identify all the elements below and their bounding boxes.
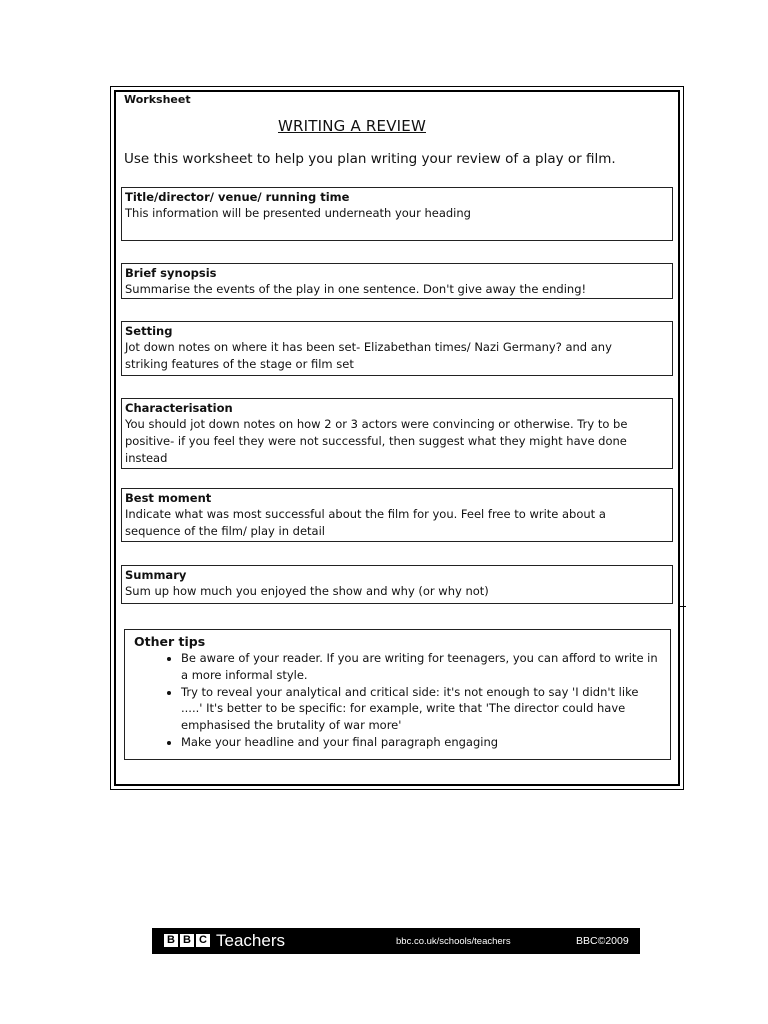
tips-heading: Other tips (134, 634, 206, 649)
section-text-line-2: positive- if you feel they were not successful, then suggest what they might have done (125, 434, 627, 448)
footer-brand: Teachers (216, 931, 285, 950)
section-text: Sum up how much you enjoyed the show and why (or why not) (125, 584, 489, 598)
section-heading: Brief synopsis (125, 266, 217, 280)
section-setting-box (121, 321, 673, 376)
section-characterisation-box (121, 398, 673, 469)
tips-list (125, 650, 661, 751)
footer-bar (152, 928, 640, 954)
section-text-line-1: Jot down notes on where it has been set- Elizabethan times/ Nazi Germany? and any (125, 340, 612, 354)
section-summary-box (121, 565, 673, 604)
section-heading: Summary (125, 568, 187, 582)
other-tips-box (124, 629, 671, 760)
bbc-logo-letter: B (180, 934, 194, 947)
section-best-moment-box (121, 488, 673, 542)
section-text: This information will be presented underneath your heading (125, 206, 471, 220)
footer-url[interactable]: bbc.co.uk/schools/teachers (396, 936, 511, 947)
section-heading: Setting (125, 324, 173, 338)
section-title-director-box (121, 187, 673, 241)
section-text-line-1: Indicate what was most successful about the film for you. Feel free to write about a (125, 507, 606, 521)
section-heading: Characterisation (125, 401, 233, 415)
section-text: Summarise the events of the play in one sentence. Don't give away the ending! (125, 282, 587, 296)
tip-item: • Make your headline and your final paragraph engaging (181, 734, 661, 751)
page-title: WRITING A REVIEW (278, 117, 426, 135)
footer-copyright: BBC©2009 (576, 935, 629, 947)
section-synopsis-box (121, 263, 673, 299)
section-text-line-3: instead (125, 451, 168, 465)
intro-text: Use this worksheet to help you plan writing your review of a play or film. (124, 151, 616, 167)
bbc-logo-letter: B (164, 934, 178, 947)
section-text-line-2: striking features of the stage or film set (125, 357, 354, 371)
section-heading: Best moment (125, 491, 212, 505)
tip-item: • Be aware of your reader. If you are writing for teenagers, you can afford to write in a more informal style. (181, 650, 661, 684)
section-text-line-1: You should jot down notes on how 2 or 3 actors were convincing or otherwise. Try to be (125, 417, 628, 431)
bbc-logo-letter: C (196, 934, 210, 947)
section-text-line-2: sequence of the film/ play in detail (125, 524, 325, 538)
worksheet-label: Worksheet (124, 93, 191, 106)
bbc-logo (164, 934, 210, 947)
section-heading: Title/director/ venue/ running time (125, 190, 350, 204)
border-mark (678, 606, 686, 607)
tip-item: • Try to reveal your analytical and critical side: it's not enough to say 'I didn't like .....' It's better to be specific: for example, write that 'The director could have emphasised the brutality of war more' (181, 684, 661, 734)
